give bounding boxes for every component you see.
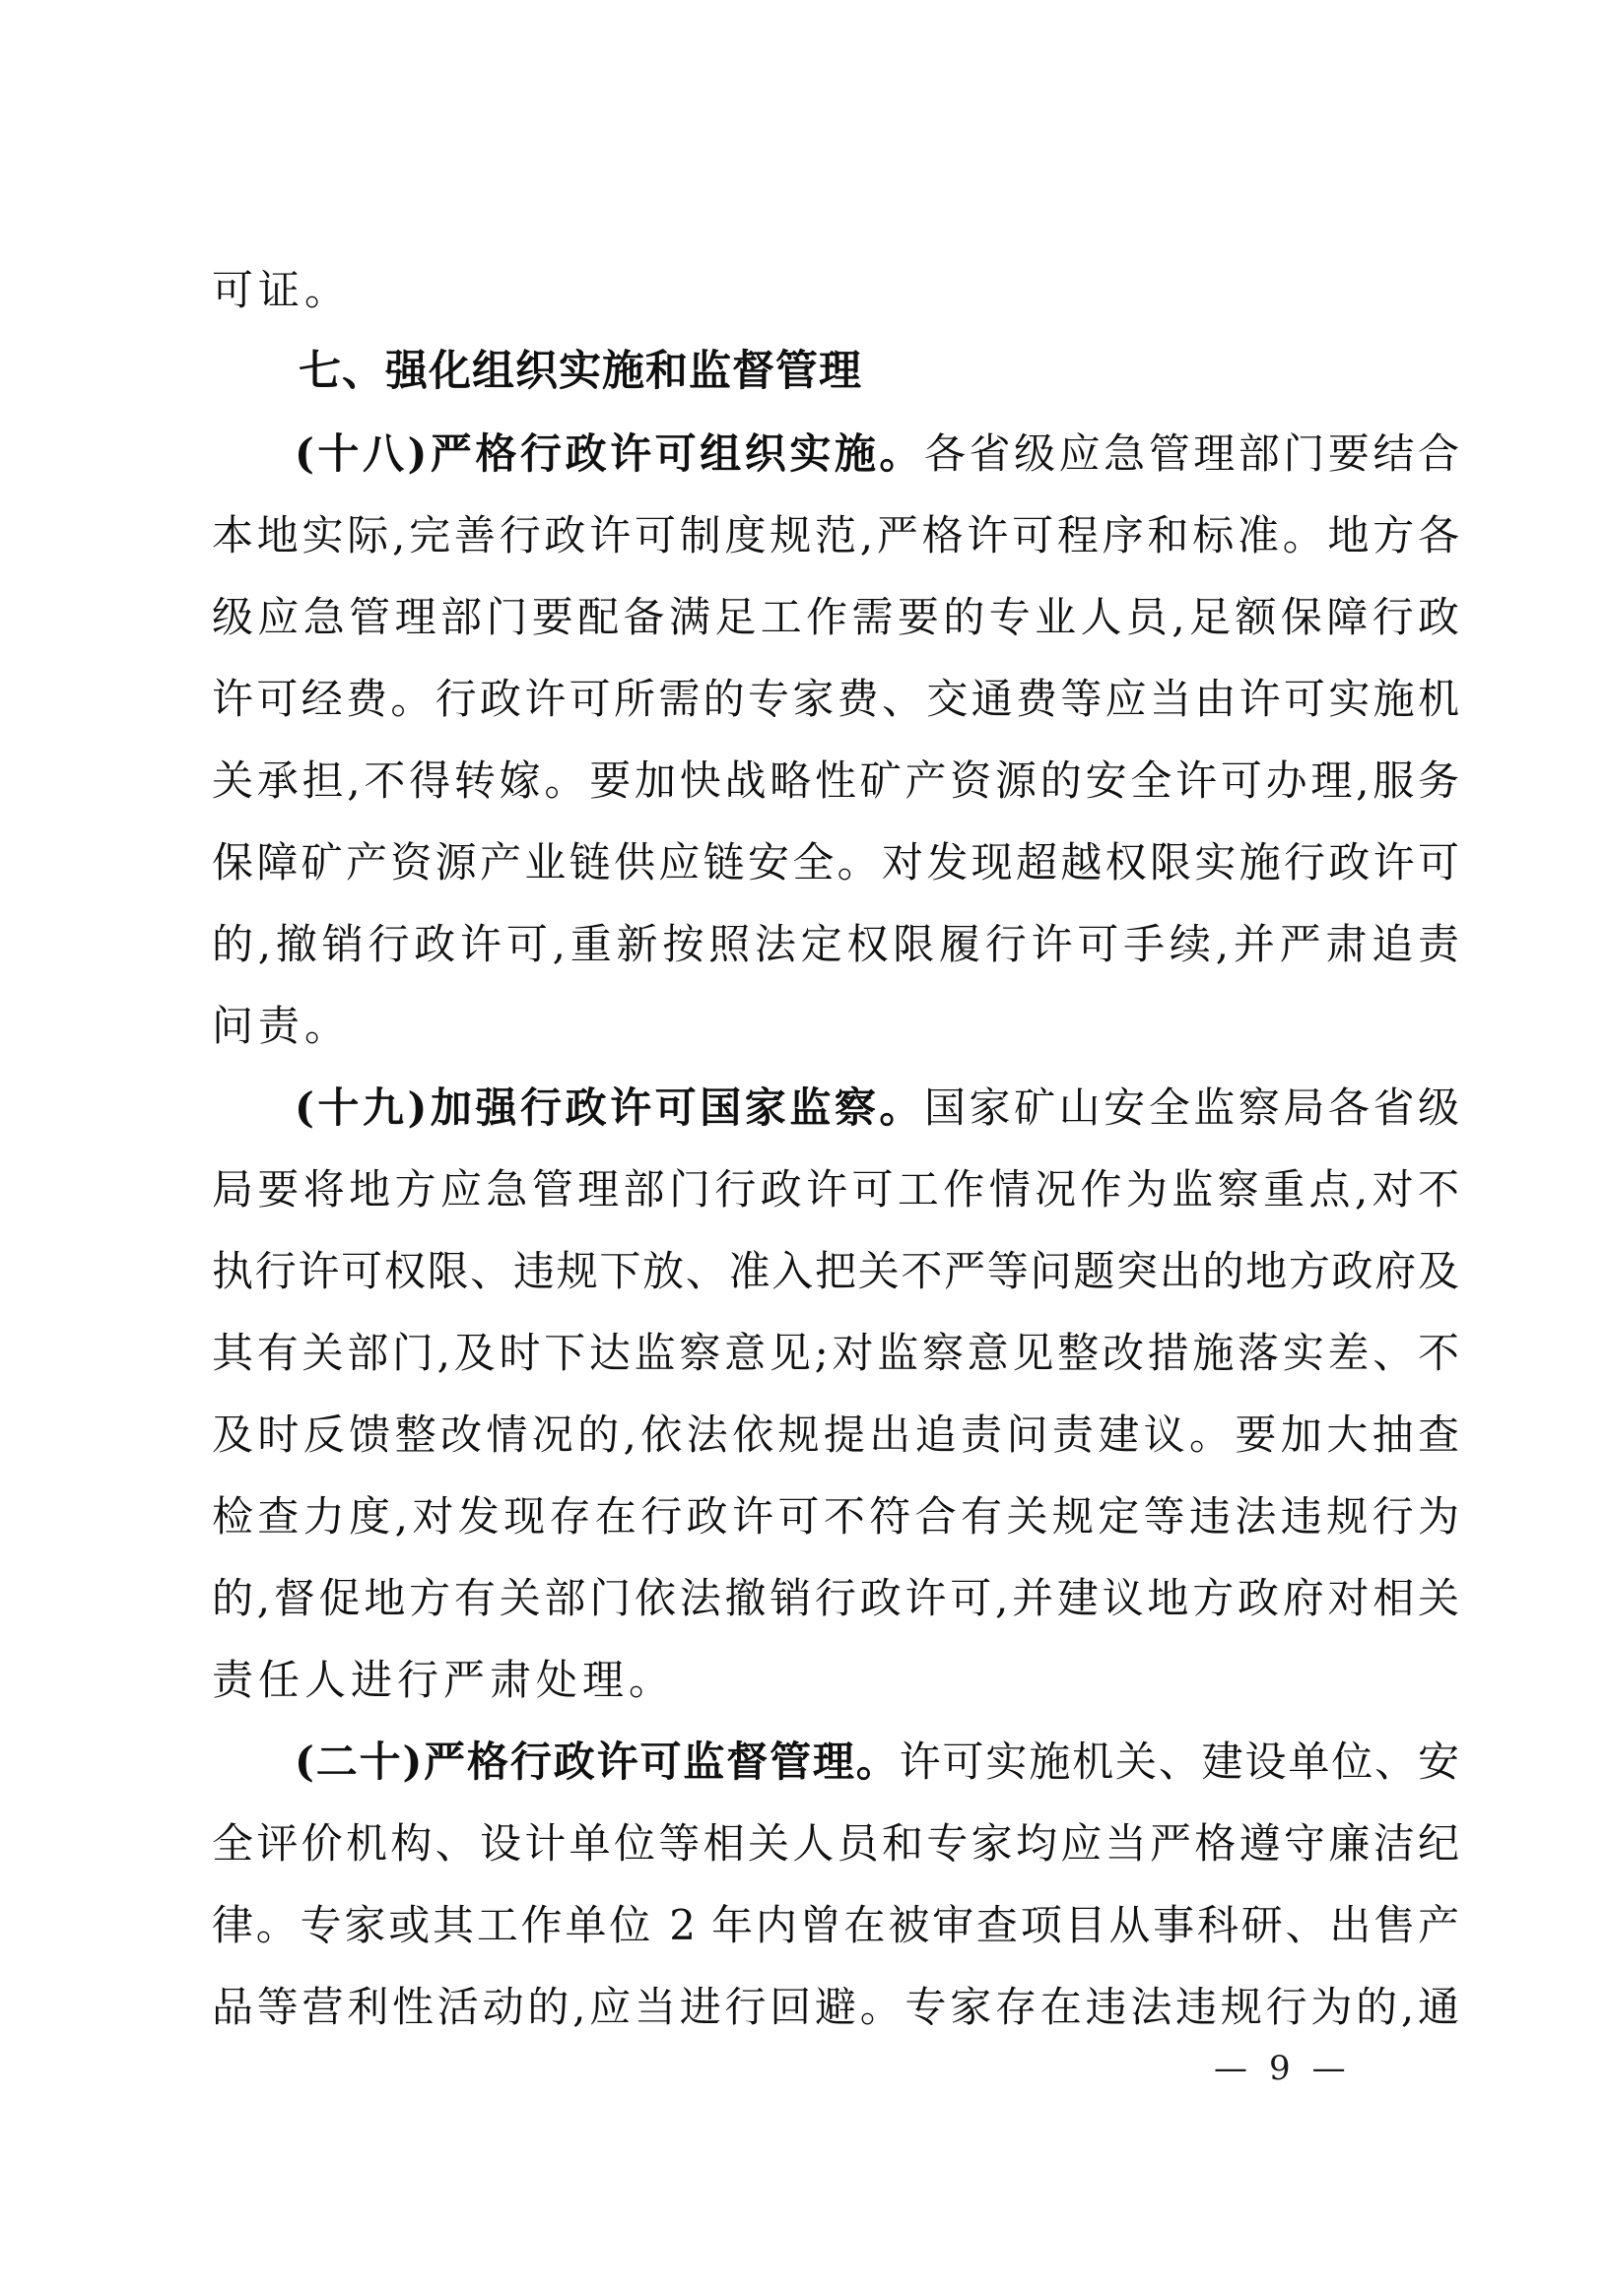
text-line: 执行许可权限、违规下放、准入把关不严等问题突出的地方政府及 (212, 1247, 1459, 1295)
text-line: 许可经费。行政许可所需的专家费、交通费等应当由许可实施机 (212, 675, 1459, 723)
paragraph-20-title: (二十)严格行政许可监督管理。 (295, 1738, 900, 1786)
paragraph-19-first-line (212, 1067, 1459, 1148)
text-line: 品等营利性活动的,应当进行回避。专家存在违法违规行为的,通 (212, 1983, 1459, 2031)
text-line: 全评价机构、设计单位等相关人员和专家均应当严格遵守廉洁纪 (212, 1819, 1459, 1868)
text-line: 及时反馈整改情况的,依法依规提出追责问责建议。要加大抽查 (212, 1410, 1459, 1459)
text-line: 局要将地方应急管理部门行政许可工作情况作为监察重点,对不 (212, 1165, 1459, 1214)
text-line: 其有关部门,及时下达监察意见;对监察意见整改措施落实差、不 (212, 1329, 1459, 1377)
footer-left-dash: — (1214, 2049, 1247, 2088)
text-line: 级应急管理部门要配备满足工作需要的专业人员,足额保障行政 (212, 593, 1459, 641)
text-line-continuation: 可证。 (212, 266, 352, 314)
page-footer (1214, 2041, 1346, 2096)
text-line: 律。专家或其工作单位 2 年内曾在被审查项目从事科研、出售产 (212, 1901, 1459, 1949)
footer-right-dash: — (1311, 2049, 1346, 2088)
text-line: 责任人进行严肃处理。 (212, 1656, 676, 1704)
text-line: 本地实际,完善行政许可制度规范,严格许可程序和标准。地方各 (212, 511, 1459, 559)
text-line: 问责。 (212, 1002, 352, 1050)
paragraph-20-first-line (212, 1721, 1459, 1803)
text-line: 关承担,不得转嫁。要加快战略性矿产资源的安全许可办理,服务 (212, 756, 1459, 805)
document-body (212, 249, 1459, 2048)
text-line: 检查力度,对发现存在行政许可不符合有关规定等违法违规行为 (212, 1492, 1459, 1541)
text-line: 保障矿产资源产业链供应链安全。对发现超越权限实施行政许可 (212, 838, 1459, 886)
footer-page-number: 9 (1269, 2049, 1291, 2088)
text-line: 的,撤销行政许可,重新按照法定权限履行许可手续,并严肃追责 (212, 920, 1459, 968)
paragraph-19-title: (十九)加强行政许可国家监察。 (295, 1083, 924, 1132)
paragraph-18-title: (十八)严格行政许可组织实施。 (295, 429, 924, 478)
paragraph-19-text: 国家矿山安全监察局各省级 (923, 1083, 1459, 1132)
paragraph-20-text: 许可实施机关、建设单位、安 (899, 1738, 1459, 1786)
section-heading: 七、强化组织实施和监督管理 (299, 347, 862, 396)
paragraph-18-text: 各省级应急管理部门要结合 (923, 429, 1459, 478)
text-line: 的,督促地方有关部门依法撤销行政许可,并建议地方政府对相关 (212, 1574, 1459, 1622)
paragraph-18-first-line (212, 413, 1459, 494)
